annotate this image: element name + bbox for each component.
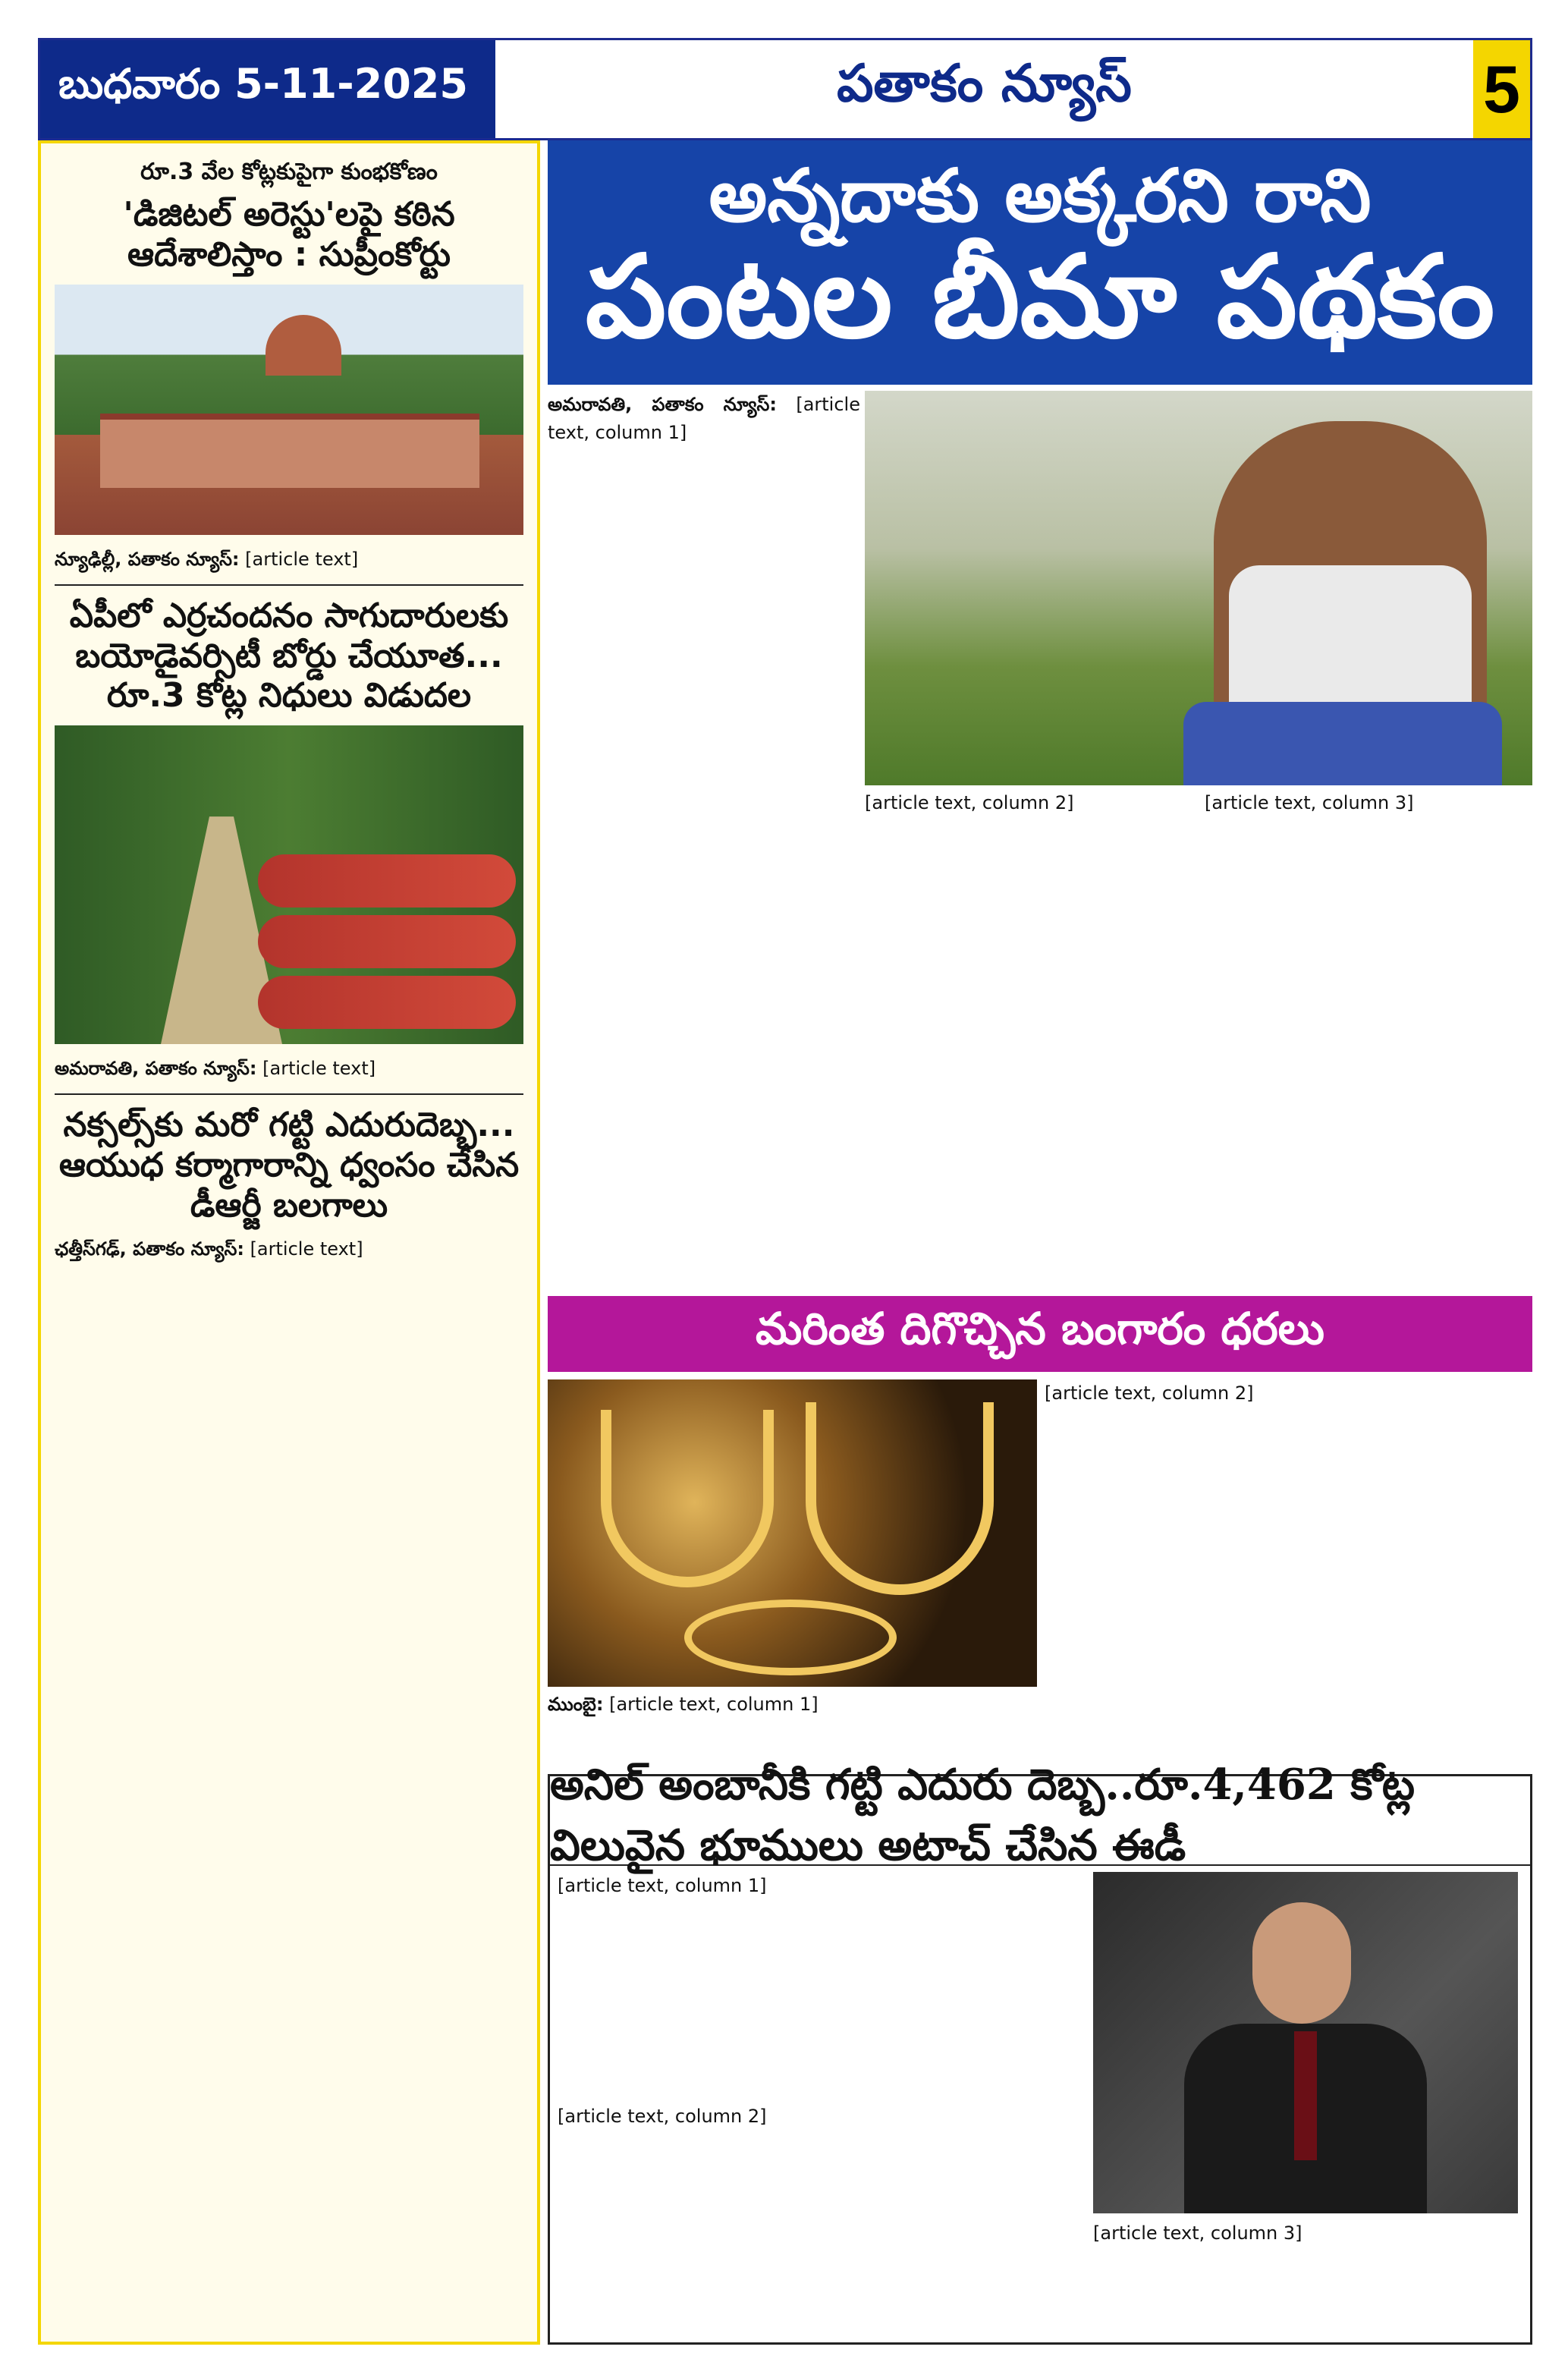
red-sanders-article [55, 1055, 523, 1083]
masthead [38, 38, 1532, 140]
ed-body-col2: [article text, column 2] [558, 2106, 767, 2127]
gold-dateline: ముంబై: [548, 1694, 604, 1715]
anil-ambani-headline: అనిల్ అంబానీకి గట్టి ఎదురు దెబ్బ..రూ.4,462 కోట్ల విలువైన భూములు అటాచ్ చేసిన ఈడీ [550, 1776, 1530, 1866]
red-log-shape [258, 976, 516, 1029]
crop-body-col2: [article text, column 2] [865, 792, 1074, 813]
court-dome-shape [266, 315, 341, 376]
ed-body-col1: [article text, column 1] [558, 1875, 767, 1896]
naxal-body: [article text] [250, 1238, 363, 1260]
gold-price-banner: మరింత దిగొచ్చిన బంగారం ధరలు [548, 1296, 1532, 1372]
necklace-shape [806, 1402, 994, 1595]
red-sanders-headline: ఏపీలో ఎర్రచందనం సాగుదారులకు బయోడైవర్సిటీ బోర్డు చేయూత... రూ.3 కోట్ల నిధులు విడుదల [69, 596, 509, 716]
supreme-court-photo [55, 285, 523, 535]
red-sanders-dateline: అమరావతి, పతాకం న్యూస్: [55, 1058, 257, 1080]
crop-article-col1 [548, 391, 860, 1290]
supreme-court-dateline: న్యూఢిల్లీ, పతాకం న్యూస్: [55, 548, 240, 570]
red-sanders-photo [55, 725, 523, 1044]
crop-article-col2 [865, 789, 1197, 1290]
bangle-shape [684, 1600, 897, 1675]
supreme-court-article [55, 546, 523, 574]
supreme-court-kicker: రూ.3 వేల కోట్లకుపైగా కుంభకోణం [140, 159, 438, 185]
tie-shape [1294, 2031, 1317, 2160]
red-sanders-body: [article text] [262, 1058, 376, 1080]
crop-article-col3 [1205, 789, 1532, 1290]
ed-body-col3: [article text, column 3] [1093, 2222, 1302, 2244]
farmer-photo [865, 391, 1532, 785]
head-shape [1252, 1902, 1351, 2024]
divider [55, 584, 523, 586]
red-log-shape [258, 854, 516, 908]
naxal-article [55, 1235, 523, 1263]
anil-ambani-story-box [548, 1760, 1532, 2345]
gold-body-col1: [article text, column 1] [609, 1694, 819, 1715]
page-number: 5 [1473, 40, 1530, 138]
gold-jewellery-photo [548, 1379, 1037, 1687]
supreme-court-body: [article text] [245, 548, 359, 570]
naxal-dateline: ఛత్తీస్‌గఢ్, పతాకం న్యూస్: [55, 1238, 244, 1260]
crop-headline-line1: అన్నదాకు అక్కరని రాని [709, 153, 1372, 238]
crop-dateline: అమరావతి, పతాకం న్యూస్: [548, 394, 777, 415]
divider [55, 1093, 523, 1095]
issue-date: బుధవారం 5-11-2025 [40, 40, 495, 138]
gold-article-col1 [548, 1691, 1037, 1768]
anil-ambani-photo [1093, 1872, 1518, 2213]
necklace-shape [601, 1410, 774, 1587]
gold-article-col2 [1045, 1379, 1532, 1768]
left-column [38, 140, 540, 2345]
red-log-shape [258, 915, 516, 968]
naxal-headline: నక్సల్స్‌కు మరో గట్టి ఎదురుదెబ్బ... ఆయుధ కర్మాగారాన్ని ధ్వంసం చేసిన డీఆర్జీ బలగాలు [58, 1106, 520, 1225]
farmer-lungi-shape [1183, 702, 1502, 785]
crop-headline-line2: పంటల బీమా పథకం [585, 230, 1495, 364]
ed-article-col3 [1093, 2219, 1518, 2338]
ed-article-col2 [558, 2103, 1051, 2338]
paper-name: పతాకం న్యూస్ [495, 40, 1473, 138]
supreme-court-headline: 'డిజిటల్ అరెస్టు'లపై కఠిన ఆదేశాలిస్తాం : సుప్రీంకోర్టు [123, 195, 455, 274]
crop-insurance-banner [548, 140, 1532, 385]
crop-body-col1: [article text, column 1] [548, 394, 860, 444]
gold-body-col2: [article text, column 2] [1045, 1383, 1254, 1404]
court-building-shape [100, 414, 479, 488]
crop-body-col3: [article text, column 3] [1205, 792, 1414, 813]
